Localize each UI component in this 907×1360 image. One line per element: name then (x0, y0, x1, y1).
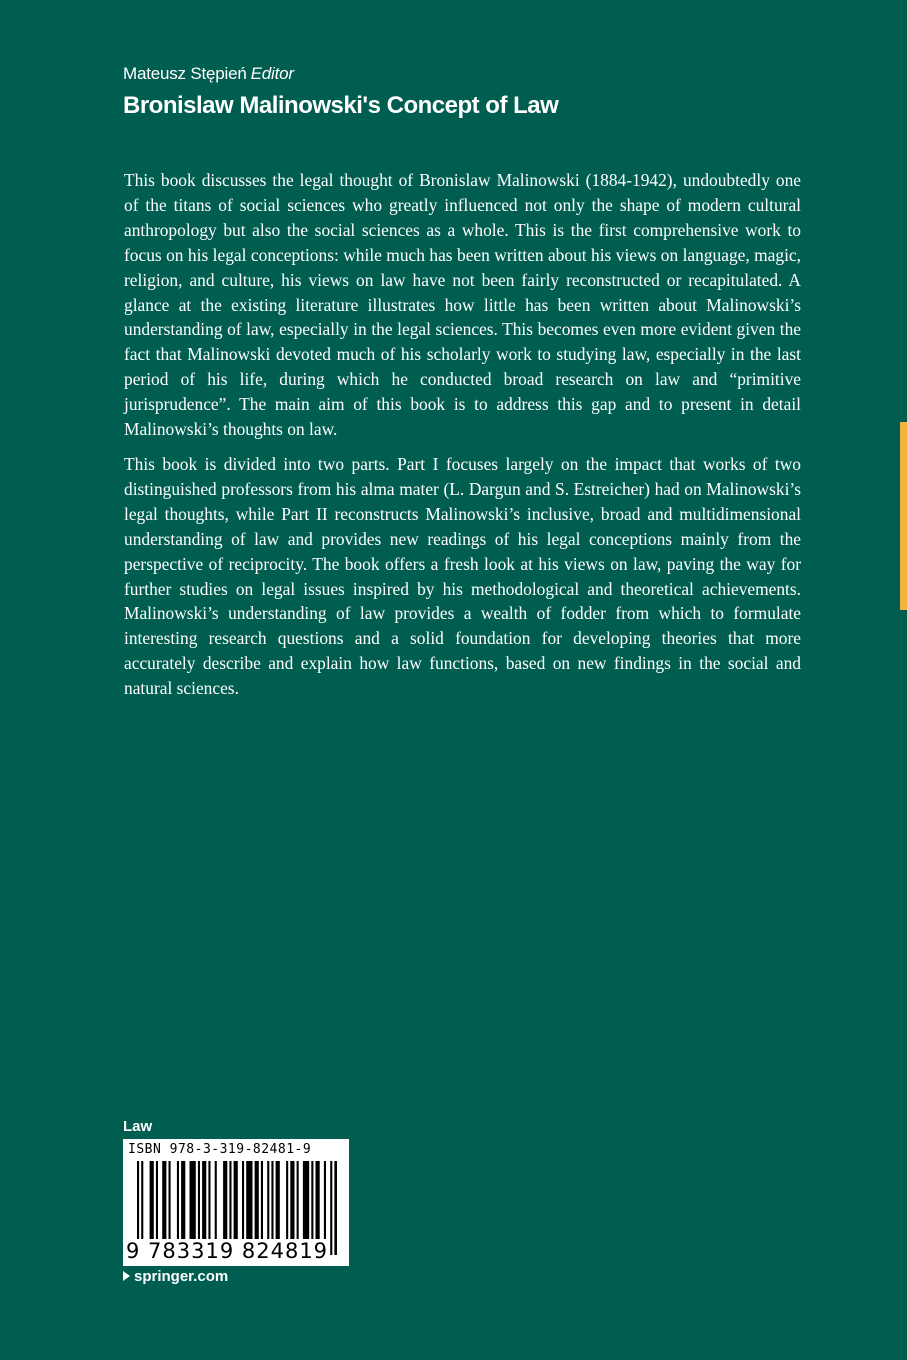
blurb-paragraph-1: This book discusses the legal thought of Bronislaw Malinowski (1884-1942), undoubtedly one of the titans of social sciences who greatly influenced not only the shape of modern cultural anthropology but also the social sciences as a whole. This is the first comprehensive work to focus on his legal conceptions: while much has been written about his views on language, magic, religion, and culture, his views on law have not been fairly reconstructed or recapitulated. A glance at the existing literature illustrates how little has been written about Malinowski’s understanding of law, especially in the legal sciences. This becomes even more evident given the fact that Malinowski devoted much of his scholarly work to studying law, especially in the last period of his life, during which he conducted broad research on law and “primitive jurisprudence”. The main aim of this book is to address this gap and to present in detail Malinowski’s thoughts on law. (124, 170, 801, 440)
ean-digits: 9 783319 824819 (126, 1239, 329, 1263)
publisher-link[interactable] (123, 1268, 228, 1285)
arrow-right-icon (123, 1271, 130, 1281)
editor-role: Editor (250, 64, 294, 83)
subject-label: Law (123, 1118, 153, 1135)
blurb-paragraph-2: This book is divided into two parts. Part I focuses largely on the impact that works of two distinguished professors from his alma mater (L. Dargun and S. Estreicher) had on Malinowski’s legal thoughts, while Part II reconstructs Malinowski’s inclusive, broad and multidimensional understanding of law and provides new readings of his legal conceptions mainly from the perspective of reciprocity. The book offers a fresh look at his views on law, paving the way for further studies on legal issues inspired by his methodological and theoretical achievements. Malinowski’s understanding of law provides a wealth of fodder from which to formulate interesting research questions and a solid foundation for developing theories that more accurately describe and explain how law functions, based on new findings in the social and natural sciences. (124, 453, 801, 699)
publisher-label: springer.com (134, 1268, 229, 1285)
spine-tab (900, 422, 907, 610)
barcode-bar (334, 1161, 337, 1255)
book-title: Bronislaw Malinowski's Concept of Law (123, 92, 559, 119)
isbn-barcode (123, 1139, 349, 1266)
isbn-label: ISBN 978-3-319-82481-9 (128, 1142, 312, 1157)
blurb (124, 168, 801, 711)
barcode-bar (330, 1161, 332, 1255)
editor-name: Mateusz Stępień (123, 64, 247, 83)
editor-line (123, 64, 294, 84)
